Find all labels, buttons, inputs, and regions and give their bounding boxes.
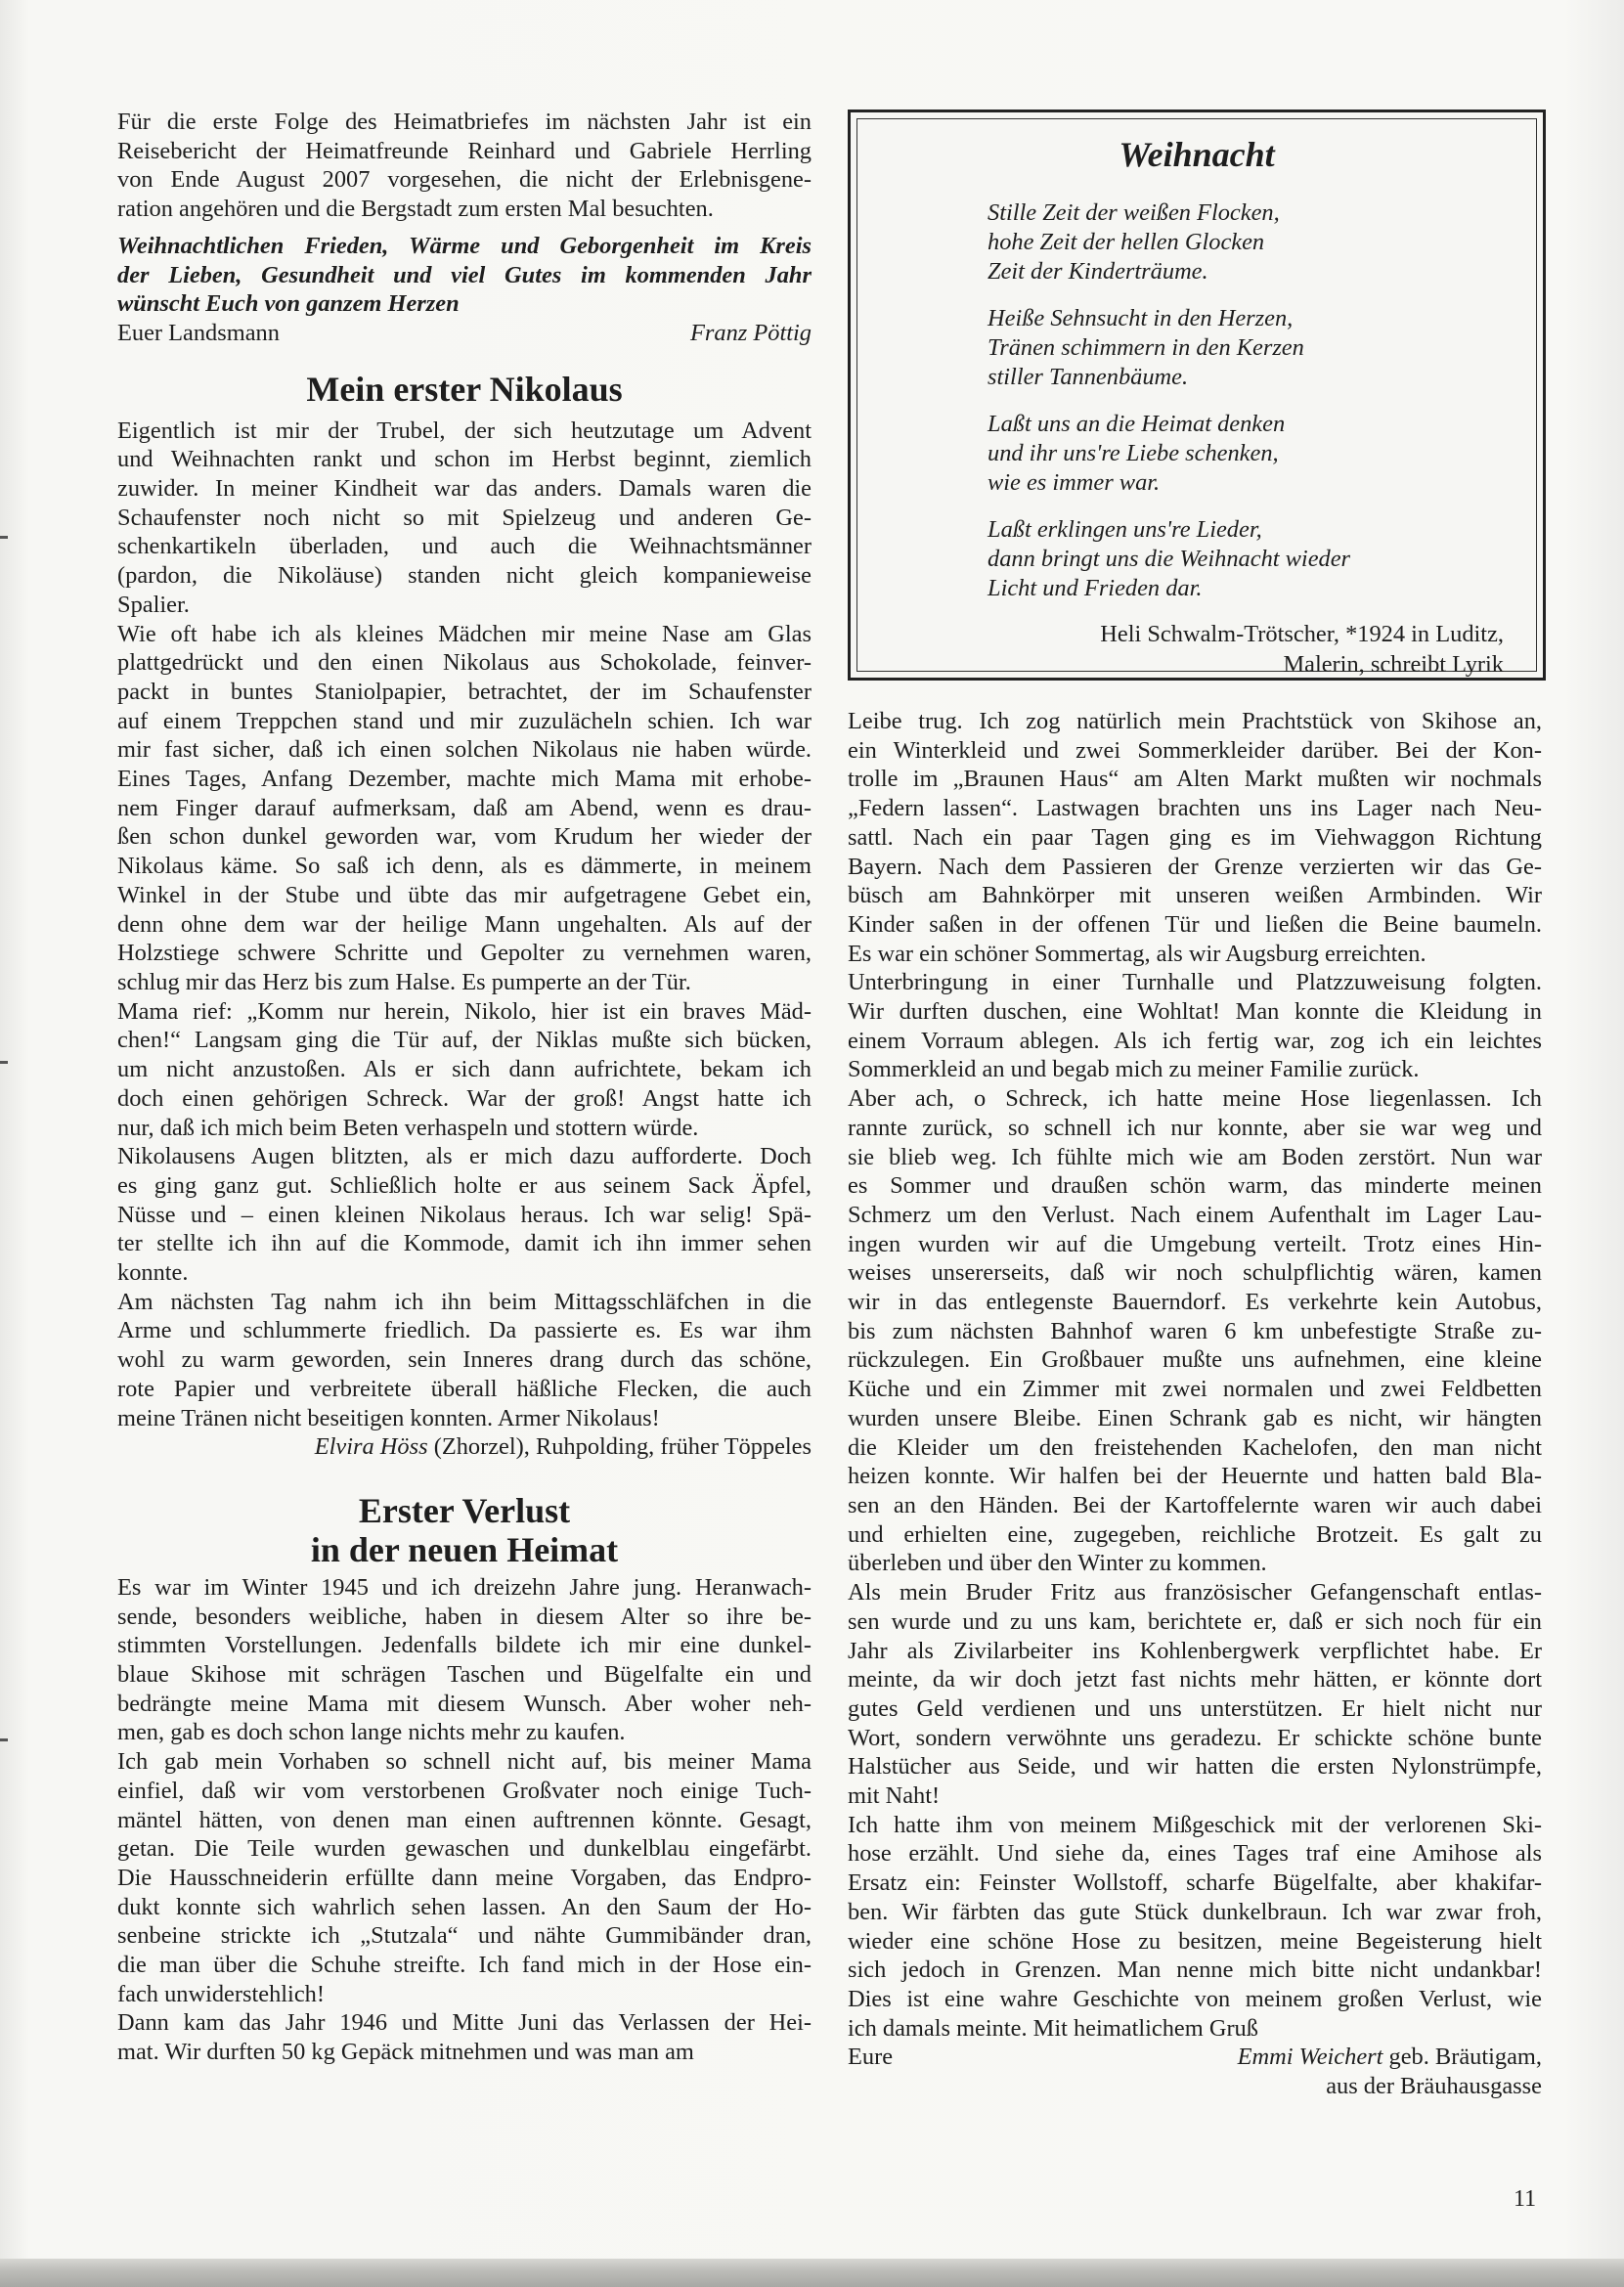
binding-mark (0, 536, 8, 539)
text-line: ein Winterkleid und zwei Sommerkleider darüber. Bei der Kon- (848, 736, 1542, 764)
right-column (848, 707, 1542, 2101)
text-line: rückzulegen. Ein Großbauer mußte uns aufnehmen, eine kleine (848, 1346, 1542, 1374)
text-line: Schmerz um den Verlust. Nach einem Aufenthalt im Lager Lau- (848, 1201, 1542, 1228)
poem-author-line: Malerin, schreibt Lyrik (1283, 651, 1504, 678)
article-body-verlust-continued (848, 707, 1542, 2043)
title-line-1: Erster Verlust (358, 1490, 571, 1530)
poem-stanza (988, 198, 1515, 286)
signature-name: Franz Pöttig (690, 319, 812, 346)
text-line: nem Finger darauf aufmerksam, daß am Abend, wenn es drau- (117, 794, 812, 821)
title-line-2: in der neuen Heimat (310, 1529, 619, 1569)
text-line: fach unwiderstehlich! (117, 1980, 325, 2007)
text-line: der Lieben, Gesundheit und viel Gutes im kommenden Jahr (117, 261, 812, 288)
signature-name-line (1238, 2043, 1542, 2072)
text-line: schenkartikeln überladen, und auch die Weihnachtsmänner (117, 533, 812, 560)
text-line: Küche und ein Zimmer mit zwei normalen und zwei Feldbetten (848, 1376, 1542, 1403)
text-line: schlug mir das Herz bis zum Halse. Es pumperte an der Tür. (117, 968, 691, 995)
text-line: Dies ist eine wahre Geschichte von meinem großen Verlust, wie (848, 1985, 1542, 2012)
text-line: sende, besonders weibliche, haben in diesem Alter so ihre be- (117, 1603, 812, 1630)
text-line: einfiel, daß wir vom verstorbenen Großvater noch einige Tuch- (117, 1777, 812, 1804)
text-line: die Kleider um den freistehenden Kachelofen, den man nicht (848, 1433, 1542, 1461)
text-line: es ging ganz gut. Schließlich holte er aus seinem Sack Äpfel, (117, 1171, 812, 1199)
text-line: Bayern. Nach dem Passieren der Grenze verzierten wir das Ge- (848, 853, 1542, 880)
text-line: heizen konnte. Wir halfen bei der Heuernte und hatten bald Bla- (848, 1463, 1542, 1490)
text-line: Holzstiege schwere Schritte und Gepolter zu vernehmen waren, (117, 940, 812, 967)
poem-stanza (988, 304, 1515, 392)
article-author-nikolaus (117, 1432, 812, 1462)
text-line: hose erzählt. Und siehe da, eines Tages traf eine Amihose als (848, 1840, 1542, 1868)
text-line: Nikolaus käme. So saß ich denn, als es dämmerte, in meinem (117, 853, 812, 880)
text-line: wir in das entlegenste Bauerndorf. Es verkehrte kein Autobus, (848, 1289, 1542, 1316)
poem-line: Tränen schimmern in den Kerzen (988, 334, 1304, 361)
text-line: ingen wurden wir auf die Umgebung verteilt. Trotz eines Hin- (848, 1230, 1542, 1257)
poem-author (917, 619, 1504, 680)
binding-mark (0, 1061, 8, 1064)
text-line: mat. Wir durften 50 kg Gepäck mitnehmen und was man am (117, 2039, 694, 2066)
text-line: Mama rief: „Komm nur herein, Nikolo, hier ist ein braves Mäd- (117, 997, 812, 1025)
signature-label: Euer Landsmann (117, 319, 280, 346)
poem-stanza (988, 410, 1515, 498)
text-line: mir fast sicher, daß ich einen solchen Nikolaus nie haben würde. (117, 736, 812, 764)
poem-line: hohe Zeit der hellen Glocken (988, 229, 1265, 255)
text-line: Unterbringung in einer Turnhalle und Platzzuweisung folgten. (848, 969, 1542, 996)
text-line: mit Naht! (848, 1782, 941, 1810)
text-line: ßen schon dunkel geworden war, vom Krudum her wieder der (117, 823, 812, 851)
author-origin: aus der Bräuhausgasse (1326, 2073, 1542, 2100)
text-line: ben. Wir färbten das gute Stück dunkelbraun. Ich war zwar froh, (848, 1898, 1542, 1925)
text-line: bedrängte meine Mama mit diesem Wunsch. Aber woher neh- (117, 1690, 812, 1717)
text-line: Eines Tages, Anfang Dezember, machte mich Mama mit erhobe- (117, 766, 812, 793)
text-line: Winkel in der Stube und übte das mir aufgetragene Gebet ein, (117, 881, 812, 908)
text-line: Die Hausschneiderin erfüllte dann meine Vorgaben, das Endpro- (117, 1864, 812, 1891)
article-title-verlust (117, 1491, 812, 1569)
text-line: zuwider. In meiner Kindheit war das anders. Damals waren die (117, 475, 812, 503)
signature-label: Eure (848, 2044, 894, 2071)
text-line: Wort, sondern verwöhnte uns geradezu. Er schickte schöne bunte (848, 1724, 1542, 1751)
poem-line: Heiße Sehnsucht in den Herzen, (988, 305, 1294, 331)
text-line: Ich hatte ihm von meinem Mißgeschick mit der verlorenen Ski- (848, 1811, 1542, 1838)
christmas-greeting (117, 232, 812, 319)
text-line: chen!“ Langsam ging die Tür auf, der Niklas mußte sich bücken, (117, 1027, 812, 1054)
text-line: Jahr als Zivilarbeiter ins Kohlenbergwerk verpflichtet habe. Er (848, 1637, 1542, 1664)
text-line: einem Vorraum ablegen. Als ich fertig war, zog ich ein leichtes (848, 1027, 1542, 1054)
text-line: stimmten Vorstellungen. Jedenfalls bildete ich mir eine dunkel- (117, 1632, 812, 1659)
text-line: ich damals meinte. Mit heimatlichem Gruß (848, 2014, 1258, 2042)
text-line: Es war im Winter 1945 und ich dreizehn Jahre jung. Heranwach- (117, 1573, 812, 1601)
text-line: packt in buntes Staniolpapier, betrachtet, der im Schaufenster (117, 678, 812, 705)
text-line: Eigentlich ist mir der Trubel, der sich heutzutage um Advent (117, 417, 812, 444)
article-body-nikolaus (117, 417, 812, 1433)
article-signature-verlust (848, 2043, 1542, 2072)
poem-box (848, 110, 1546, 681)
text-line: men, gab es doch schon lange nichts mehr zu kaufen. (117, 1719, 626, 1746)
text-line: Wir durften duschen, eine Wohltat! Man konnte die Kleidung in (848, 998, 1542, 1026)
text-line: wohl zu warm geworden, sein Inneres drang durch das schöne, (117, 1346, 812, 1374)
text-line: Kinder saßen in der offenen Tür und ließen die Beine baumeln. (848, 910, 1542, 938)
text-line: um nicht anzustoßen. Als er sich dann aufrichtete, bekam ich (117, 1056, 812, 1083)
text-line: Ich gab mein Vorhaben so schnell nicht auf, bis meiner Mama (117, 1748, 812, 1776)
text-line: bis zum nächsten Bahnhof waren 6 km unbefestigte Straße zu- (848, 1317, 1542, 1344)
poem-line: Zeit der Kinderträume. (988, 258, 1208, 285)
poem-line: wie es immer war. (988, 469, 1161, 496)
text-line: rote Papier und verbreitete überall häßliche Flecken, die auch (117, 1375, 812, 1402)
poem-line: dann bringt uns die Weihnacht wieder (988, 546, 1351, 572)
text-line: überleben und über den Winter zu kommen. (848, 1550, 1267, 1577)
text-line: sen wurde und zu uns kam, berichtete er, daß er sich noch für ein (848, 1607, 1542, 1635)
text-line: denn ohne dem war der heilige Mann ungehalten. Als auf der (117, 910, 812, 938)
intro-paragraph (117, 108, 812, 224)
text-line: sich jedoch in Grenzen. Man nenne mich bitte nicht undankbar! (848, 1957, 1542, 1984)
text-line: meinte, da wir doch jetzt fast nichts mehr hätten, er könnte dort (848, 1666, 1542, 1693)
author-details: (Zhorzel), Ruhpolding, früher Töppeles (427, 1433, 812, 1461)
text-line: dukt konnte sich wahrlich sehen lassen. An den Saum der Ho- (117, 1893, 812, 1920)
poem-line: stiller Tannenbäume. (988, 364, 1189, 390)
text-line: getan. Die Teile wurden gewaschen und dunkelblau eingefärbt. (117, 1835, 812, 1863)
poem-line: Stille Zeit der weißen Flocken, (988, 199, 1280, 226)
text-line: sie blieb weg. Ich fühlte mich wie am Boden zerstört. Nun war (848, 1143, 1542, 1170)
text-line: rannte zurück, so schnell ich nur konnte, aber sie war weg und (848, 1114, 1542, 1141)
text-line: Es war ein schöner Sommertag, als wir Augsburg erreichten. (848, 940, 1426, 967)
text-line: Für die erste Folge des Heimatbriefes im nächsten Jahr ist ein (117, 109, 812, 135)
text-line: ration angehören und die Bergstadt zum ersten Mal besuchten. (117, 196, 714, 223)
author-name: Emmi Weichert (1237, 2044, 1383, 2071)
poem-author-line: Heli Schwalm-Trötscher, *1924 in Luditz, (1100, 621, 1504, 647)
text-line: Ersatz ein: Feinster Wollstoff, scharfe Bügelfalte, aber khakifar- (848, 1869, 1542, 1897)
binding-mark (0, 1738, 8, 1741)
text-line: von Ende August 2007 vorgesehen, die nicht der Erlebnisgene- (117, 166, 812, 194)
text-line: und Weihnachten rankt und schon im Herbst beginnt, ziemlich (117, 446, 812, 473)
poem-title: Weihnacht (1119, 135, 1275, 174)
left-column (117, 108, 812, 2067)
text-line: es Sommer und draußen schön warm, das minderte meinen (848, 1172, 1542, 1200)
text-line: trolle im „Braunen Haus“ am Alten Markt mußten wir nochmals (848, 766, 1542, 793)
text-line: „Federn lassen“. Lastwagen brachten uns ins Lager nach Neu- (848, 795, 1542, 822)
text-line: gutes Geld verdienen und uns unterstützen. Er hielt nicht nur (848, 1694, 1542, 1722)
author-name: Elvira Höss (314, 1433, 428, 1461)
text-line: Aber ach, o Schreck, ich hatte meine Hose liegenlassen. Ich (848, 1085, 1542, 1113)
text-line: plattgedrückt und den einen Nikolaus aus Schokolade, feinver- (117, 649, 812, 677)
text-line: wurden unsere Bleibe. Einen Schrank gab es nicht, wir hängten (848, 1404, 1542, 1431)
text-line: doch einen gehörigen Schreck. War der groß! Angst hatte ich (117, 1084, 812, 1112)
text-line: sen an den Händen. Bei der Kartoffelernte waren wir auch dabei (848, 1491, 1542, 1518)
text-line: wünscht Euch von ganzem Herzen (117, 290, 460, 318)
text-line: Schaufenster noch nicht so mit Spielzeug und anderen Ge- (117, 504, 812, 531)
text-line: büsch am Bahnkörper mit unseren weißen Armbinden. Wir (848, 882, 1542, 909)
article-title-nikolaus: Mein erster Nikolaus (306, 369, 623, 409)
text-line: (pardon, die Nikoläuse) standen nicht gleich kompanieweise (117, 562, 812, 590)
text-line: meine Tränen nicht beseitigen konnten. Armer Nikolaus! (117, 1404, 660, 1431)
poem-stanzas (988, 198, 1515, 621)
text-line: blaue Skihose mit schrägen Taschen und Bügelfalte ein und (117, 1661, 812, 1689)
page-number: 11 (1514, 2186, 1537, 2212)
text-line: Nüsse und – einen kleinen Nikolaus heraus. Ich war selig! Spä- (117, 1201, 812, 1228)
text-line: und erhielten eine, zugegeben, reichliche Brotzeit. Es galt zu (848, 1520, 1542, 1548)
text-line: Nikolausens Augen blitzten, als er mich dazu aufforderte. Doch (117, 1143, 812, 1170)
text-line: Spalier. (117, 591, 190, 618)
poem-stanza (988, 515, 1515, 603)
text-line: senbeine strickte ich „Stutzala“ und nähte Gummibänder dran, (117, 1922, 812, 1950)
text-line: Wie oft habe ich als kleines Mädchen mir meine Nase am Glas (117, 620, 812, 647)
article-body-verlust (117, 1573, 812, 2067)
text-line: weises unsererseits, daß wir noch schulpflichtig wären, kamen (848, 1259, 1542, 1287)
text-line: Arme und schlummerte friedlich. Da passierte es. Es war ihm (117, 1317, 812, 1344)
poem-line: Licht und Frieden dar. (988, 575, 1203, 601)
poem-line: Laßt erklingen uns're Lieder, (988, 516, 1262, 543)
text-line: Als mein Bruder Fritz aus französischer Gefangenschaft entlas- (848, 1579, 1542, 1606)
text-line: Leibe trug. Ich zog natürlich mein Prachtstück von Skihose an, (848, 708, 1542, 734)
text-line: mäntel hätten, von denen man einen auftrennen könnte. Gesagt, (117, 1806, 812, 1833)
text-line: Dann kam das Jahr 1946 und Mitte Juni das Verlassen der Hei- (117, 2009, 812, 2037)
text-line: Reisebericht der Heimatfreunde Reinhard und Gabriele Herrling (117, 137, 812, 164)
greeting-signature (117, 319, 812, 348)
text-line: konnte. (117, 1259, 189, 1287)
poem-line: Laßt uns an die Heimat denken (988, 411, 1286, 437)
text-line: nur, daß ich mich beim Beten verhaspeln und stottern würde. (117, 1114, 699, 1141)
text-line: die man über die Schuhe streifte. Ich fand mich in der Hose ein- (117, 1952, 812, 1979)
text-line: Sommerkleid an und begab mich zu meiner Familie zurück. (848, 1056, 1420, 1083)
text-line: ter stellte ich ihn auf die Kommode, damit ich ihn immer sehen (117, 1230, 812, 1257)
text-line: Weihnachtlichen Frieden, Wärme und Geborgenheit im Kreis (117, 232, 812, 259)
scan-edge (0, 2259, 1624, 2287)
text-line: auf einem Treppchen stand und mir zuzulächeln schien. Ich war (117, 707, 812, 734)
author-details: geb. Bräutigam, (1383, 2044, 1542, 2071)
poem-line: und ihr uns're Liebe schenken, (988, 440, 1279, 466)
text-line: wieder eine schöne Hose zu besitzen, meine Begeisterung hielt (848, 1927, 1542, 1955)
text-line: Am nächsten Tag nahm ich ihn beim Mittagsschläfchen in die (117, 1288, 812, 1315)
text-line: sattl. Nach ein paar Tagen ging es im Viehwaggon Richtung (848, 823, 1542, 851)
text-line: Halstücher aus Seide, und wir hatten die ersten Nylonstrümpfe, (848, 1753, 1542, 1781)
